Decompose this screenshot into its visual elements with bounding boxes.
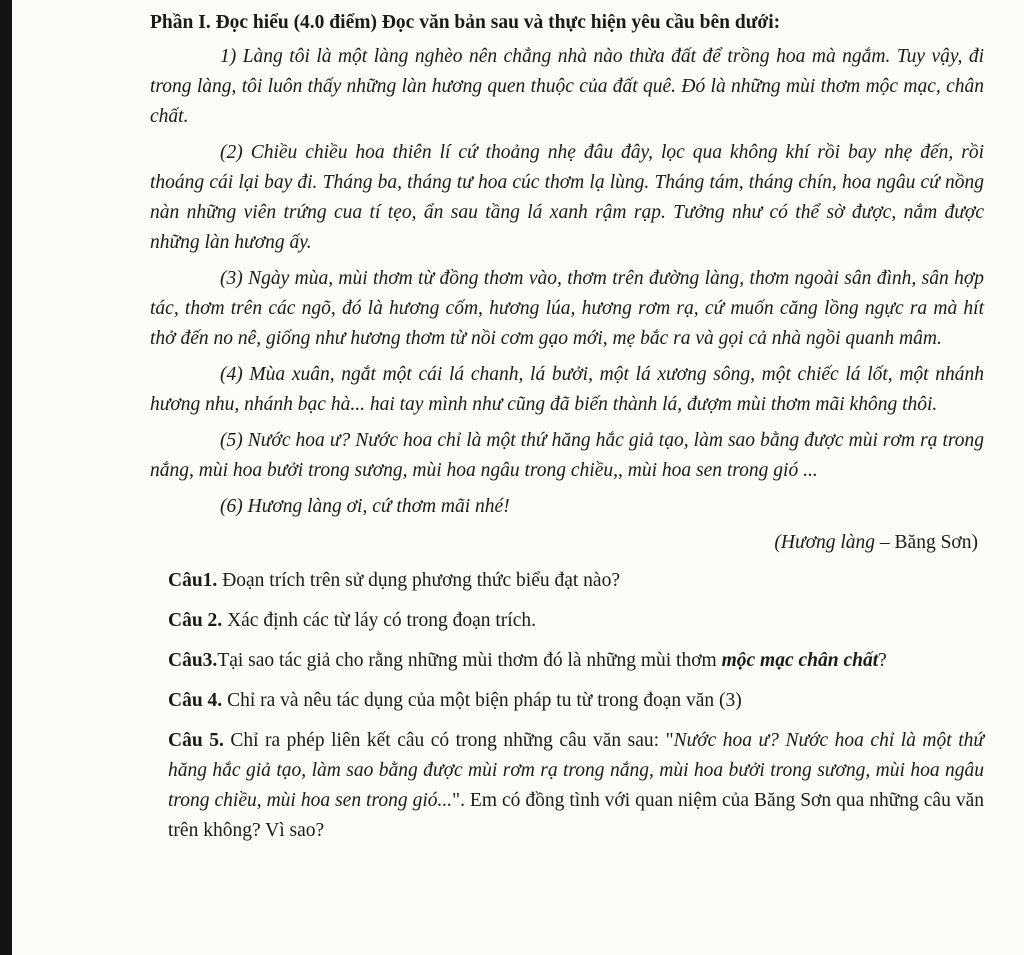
question-3-text: Tại sao tác giả cho rằng những mùi thơm đó là những mùi thơm <box>217 650 722 671</box>
passage-paragraph-1: 1) Làng tôi là một làng nghèo nên chẳng nhà nào thừa đất để trồng hoa mà ngắm. Tuy vậy, đi trong làng, tôi luôn thấy những làn hương quen thuộc của đất quê. Đó là những mùi thơm mộc mạc, chân chất. <box>150 46 984 127</box>
source-citation <box>150 528 978 558</box>
section-heading: Phần I. Đọc hiểu (4.0 điểm) Đọc văn bản sau và thực hiện yêu cầu bên dưới: <box>150 12 781 33</box>
question-4 <box>168 686 984 716</box>
question-1-label: Câu1. <box>168 570 218 591</box>
source-close: ) <box>971 532 978 553</box>
question-2-text: Xác định các từ láy có trong đoạn trích. <box>222 610 536 631</box>
question-4-text: Chỉ ra và nêu tác dụng của một biện pháp tu từ trong đoạn văn (3) <box>222 690 742 711</box>
question-2-label: Câu 2. <box>168 610 223 631</box>
question-2 <box>168 606 984 636</box>
source-open: ( <box>774 532 781 553</box>
source-dash: – <box>875 532 895 553</box>
question-3-end: ? <box>878 650 887 671</box>
question-3-label: Câu3. <box>168 650 218 671</box>
question-5-end: ". Em có đồng tình với quan niệm của Băng Sơn qua những câu văn trên không? Vì sao? <box>168 790 984 841</box>
source-title: Hương làng <box>780 532 876 553</box>
question-4-label: Câu 4. <box>168 690 223 711</box>
passage-paragraph-5: (5) Nước hoa ư? Nước hoa chỉ là một thứ hăng hắc giả tạo, làm sao bằng được mùi rơm rạ trong nắng, mùi hoa bưởi trong sương, mùi hoa ngâu trong chiều,, mùi hoa sen trong gió ... <box>150 430 984 481</box>
question-3 <box>168 646 984 676</box>
question-5 <box>168 726 984 846</box>
passage-paragraph-4: (4) Mùa xuân, ngắt một cái lá chanh, lá bưởi, một lá xương sông, một chiếc lá lốt, một nhánh hương nhu, nhánh bạc hà... hai tay mình như cũng đã biến thành lá, đượm mùi thơm mãi không thôi. <box>150 364 984 415</box>
question-1 <box>168 566 984 596</box>
document-page <box>12 0 1024 955</box>
question-3-emphasis: mộc mạc chân chất <box>721 650 879 671</box>
question-5-text: Chỉ ra phép liên kết câu có trong những câu văn sau: " <box>223 730 674 751</box>
source-author: Băng Sơn <box>894 532 972 553</box>
passage-paragraph-6: (6) Hương làng ơi, cứ thơm mãi nhé! <box>220 496 510 517</box>
passage-paragraph-3: (3) Ngày mùa, mùi thơm từ đồng thơm vào, thơm trên đường làng, thơm ngoài sân đình, sân hợp tác, thơm trên các ngõ, đó là hương cốm, hương lúa, hương rơm rạ, cứ muốn căng lồng ngực ra mà hít thở đến no nê, giống như hương thơm từ nồi cơm gạo mới, mẹ bắc ra và gọi cả nhà ngồi quanh mâm. <box>150 268 984 349</box>
question-5-label: Câu 5. <box>168 730 224 751</box>
question-1-text: Đoạn trích trên sử dụng phương thức biểu đạt nào? <box>217 570 620 591</box>
question-5-quote: Nước hoa ư? Nước hoa chỉ là một thứ hăng hắc giả tạo, làm sao bằng được mùi rơm rạ trong nắng, mùi hoa bưởi trong sương, mùi hoa ngâu trong chiều, mùi hoa sen trong gió... <box>168 730 984 811</box>
passage-paragraph-2: (2) Chiều chiều hoa thiên lí cứ thoảng nhẹ đâu đây, lọc qua không khí rồi bay nhẹ đến, rồi thoáng cái lại bay đi. Tháng ba, tháng tư hoa cúc thơm lạ lùng. Tháng tám, tháng chín, hoa ngâu cứ nồng nàn những viên trứng cua tí tẹo, ẩn sau tầng lá xanh rậm rạp. Tưởng như có thể sờ được, nắm được những làn hương ấy. <box>150 142 984 253</box>
